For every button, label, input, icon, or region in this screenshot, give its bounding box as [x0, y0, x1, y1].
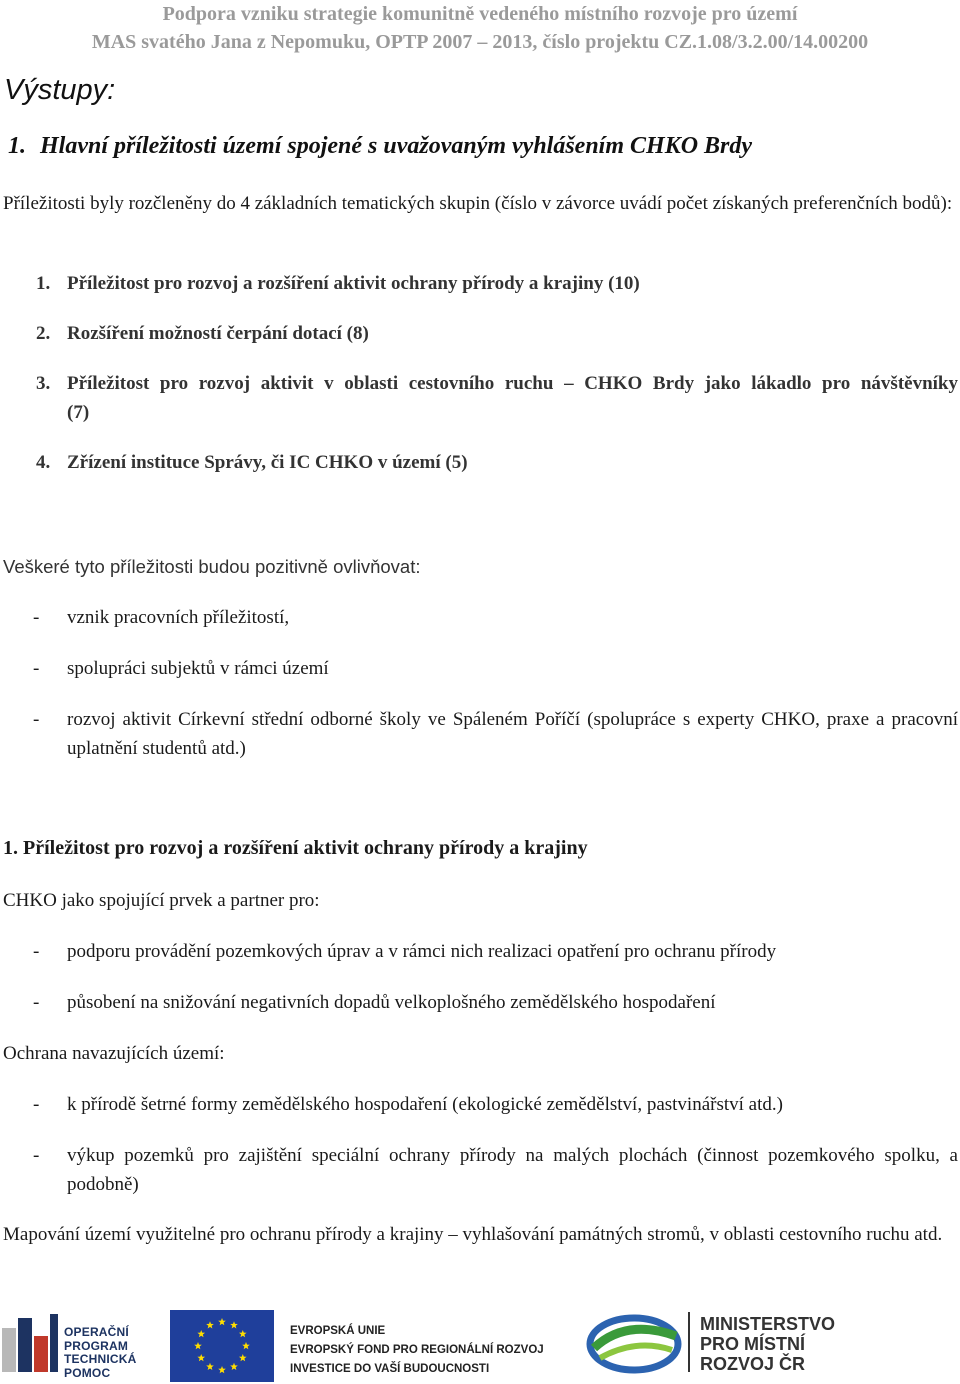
eu-line: EVROPSKÁ UNIE [290, 1325, 386, 1337]
ochrana-item: - k přírodě šetrné formy zemědělského hospodaření (ekologické zemědělství, pastvinářství atd.) [33, 1094, 783, 1115]
optp-text [64, 1326, 136, 1380]
outputs-heading: Výstupy: [4, 74, 116, 106]
section-number: 1. [8, 133, 26, 159]
opportunities-list [36, 269, 958, 477]
item-number: 1. [36, 273, 51, 294]
optp-line: OPERAČNÍ [64, 1325, 129, 1339]
logo-footer [0, 1300, 960, 1384]
chko-item: - podporu provádění pozemkových úprav a v rámci nich realizaci opatření pro ochranu přírody [33, 941, 777, 962]
mapovani-paragraph: Mapování území využitelné pro ochranu přírody a krajiny – vyhlašování památných stromů, v oblasti cestovního ruchu atd. [3, 1224, 943, 1245]
opportunity-item [36, 319, 958, 348]
optp-logo [2, 1306, 152, 1380]
optp-line: POMOC [64, 1365, 111, 1380]
mmr-logo-icon [586, 1308, 682, 1376]
eu-line: EVROPSKÝ FOND PRO REGIONÁLNÍ ROZVOJ [290, 1344, 544, 1356]
intro-paragraph: Příležitosti byly rozčleněny do 4 základních tematických skupin (číslo v závorce uvádí počet získaných preferenčních bodů): [3, 193, 953, 214]
ochrana-intro: Ochrana navazujících území: [3, 1043, 225, 1064]
item-text: Příležitost pro rozvoj a rozšíření aktivit ochrany přírody a krajiny (10) [67, 273, 640, 294]
opportunity-item [36, 269, 958, 298]
mmr-line: ROZVOJ ČR [700, 1354, 806, 1374]
chko-intro: CHKO jako spojující prvek a partner pro: [3, 890, 320, 911]
item-text: k přírodě šetrné formy zemědělského hospodaření (ekologické zemědělství, pastvinářství atd.) [67, 1094, 783, 1115]
item-text: rozvoj aktivit Církevní střední odborné školy ve Spáleném Poříčí (spolupráce s experty CHKO, praxe a pracovní uplatnění studentů atd.) [67, 709, 958, 759]
header-line-2: MAS svatého Jana z Nepomuku, OPTP 2007 – 2013, číslo projektu CZ.1.08/3.2.00/14.00200 [91, 31, 869, 53]
chko-list [33, 937, 958, 1017]
section-title-text: Hlavní příležitosti území spojené s uvažovaným vyhlášením CHKO Brdy [40, 133, 753, 159]
item-number: 3. [36, 373, 51, 394]
positive-item: - vznik pracovních příležitostí, [33, 607, 290, 628]
header-line-1: Podpora vzniku strategie komunitně vedeného místního rozvoje pro území [162, 3, 798, 25]
optp-line: TECHNICKÁ [64, 1352, 137, 1366]
item-text: spolupráci subjektů v rámci území [67, 658, 329, 679]
mmr-divider [688, 1312, 690, 1372]
item-text: Zřízení instituce Správy, či IC CHKO v území (5) [67, 452, 468, 473]
item-number: 4. [36, 452, 51, 473]
section-title [8, 133, 752, 160]
positive-item: - spolupráci subjektů v rámci území [33, 658, 329, 679]
item-number: 2. [36, 323, 51, 344]
subsection-title: 1. Příležitost pro rozvoj a rozšíření aktivit ochrany přírody a krajiny [3, 837, 588, 859]
optp-line: PROGRAM [64, 1338, 129, 1353]
positive-item: - rozvoj aktivit Církevní střední odborné školy ve Spáleném Poříčí (spolupráce s experty CHKO, praxe a pracovní uplatnění studentů atd.) [33, 709, 958, 759]
item-text: vznik pracovních příležitostí, [67, 607, 290, 628]
ochrana-list [33, 1090, 958, 1199]
eu-line: INVESTICE DO VAŠÍ BUDOUCNOSTI [290, 1363, 490, 1375]
ochrana-item: - výkup pozemků pro zajištění speciální ochrany přírody na malých plochách (činnost pozemkového spolku, a podobně) [33, 1145, 958, 1195]
mmr-line: PRO MÍSTNÍ [700, 1334, 806, 1354]
mmr-line: MINISTERSTVO [700, 1314, 836, 1334]
eu-text [290, 1322, 544, 1379]
item-text: Rozšíření možností čerpání dotací (8) [67, 323, 369, 344]
item-text: Příležitost pro rozvoj aktivit v oblasti cestovního ruchu – CHKO Brdy jako lákadlo pro návštěvníky (7) [67, 373, 958, 423]
page-header [0, 0, 960, 56]
mmr-text [700, 1314, 835, 1374]
positive-intro: Veškeré tyto příležitosti budou pozitivně ovlivňovat: [3, 556, 421, 577]
chko-item: - působení na snižování negativních dopadů velkoplošného zemědělského hospodaření [33, 992, 716, 1013]
item-text: působení na snižování negativních dopadů velkoplošného zemědělského hospodaření [67, 992, 716, 1013]
optp-mark-icon [2, 1314, 58, 1374]
positive-list [33, 603, 958, 763]
item-text: podporu provádění pozemkových úprav a v rámci nich realizaci opatření pro ochranu přírody [67, 941, 777, 962]
eu-flag-icon [170, 1310, 274, 1382]
opportunity-item [36, 448, 958, 477]
opportunity-item [36, 369, 958, 427]
item-text: výkup pozemků pro zajištění speciální ochrany přírody na malých plochách (činnost pozemkového spolku, a podobně) [67, 1145, 958, 1195]
